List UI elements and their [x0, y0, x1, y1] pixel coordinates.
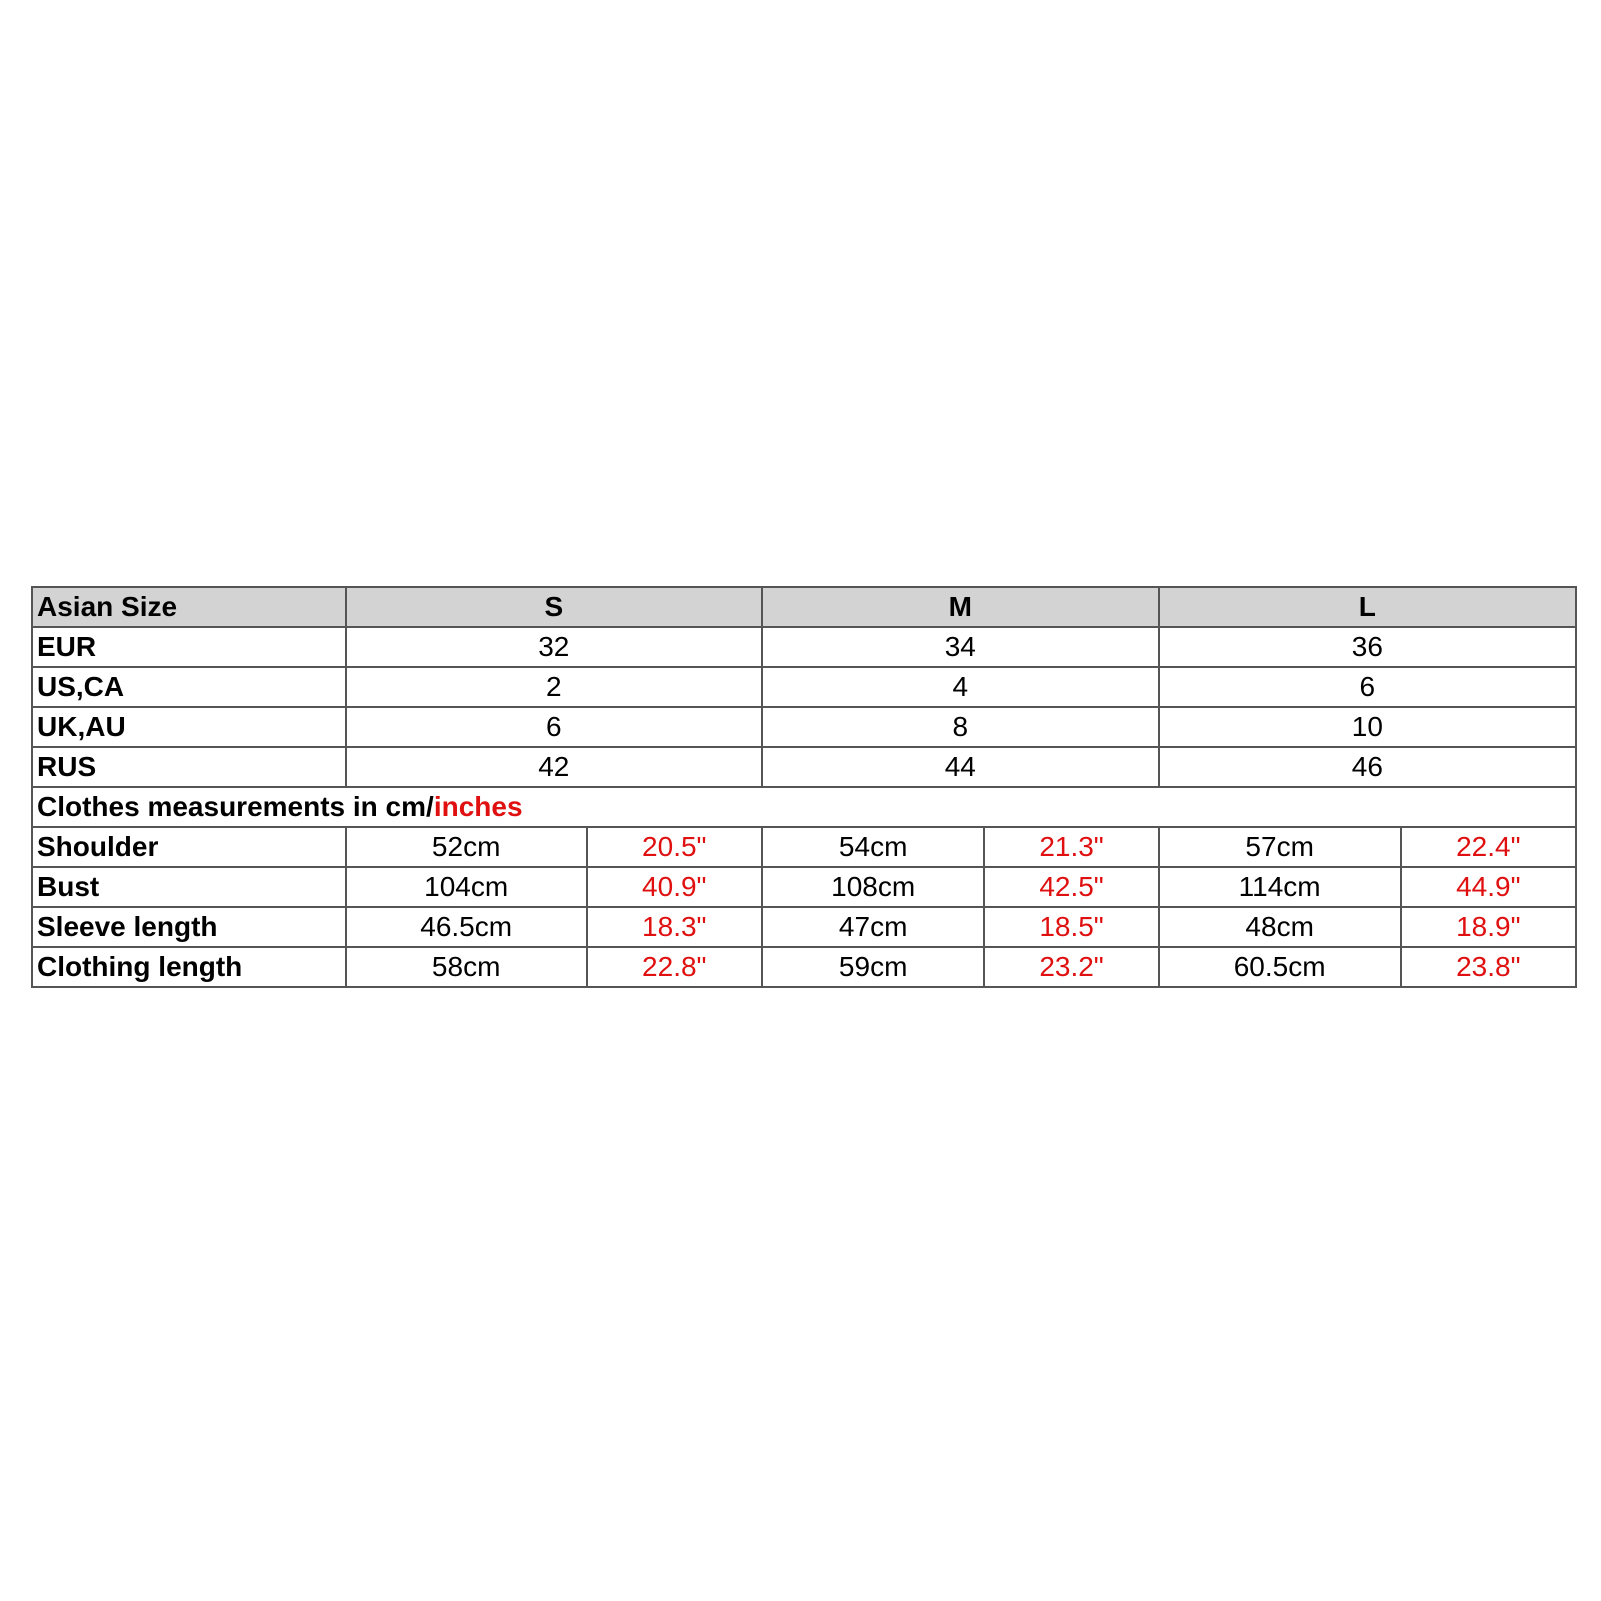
cm-cell: 58cm — [346, 947, 587, 987]
cm-cell: 54cm — [762, 827, 984, 867]
table-row — [32, 947, 1576, 987]
inch-cell: 42.5" — [984, 867, 1158, 907]
inch-cell: 18.5" — [984, 907, 1158, 947]
size-header-l: L — [1159, 587, 1576, 627]
inch-cell: 20.5" — [587, 827, 762, 867]
cm-cell: 104cm — [346, 867, 587, 907]
row-label: Clothing length — [32, 947, 346, 987]
section-title-highlight: inches — [433, 791, 523, 822]
table-cell: 32 — [346, 627, 762, 667]
cm-cell: 47cm — [762, 907, 984, 947]
section-title — [32, 787, 1576, 827]
table-row — [32, 867, 1576, 907]
table-cell: 8 — [762, 707, 1159, 747]
cm-cell: 57cm — [1159, 827, 1401, 867]
size-header-s: S — [346, 587, 762, 627]
inch-cell: 18.9" — [1401, 907, 1576, 947]
cm-cell: 46.5cm — [346, 907, 587, 947]
cm-cell: 108cm — [762, 867, 984, 907]
inch-cell: 44.9" — [1401, 867, 1576, 907]
size-chart-table — [31, 586, 1577, 988]
row-label: RUS — [32, 747, 346, 787]
inch-cell: 23.2" — [984, 947, 1158, 987]
row-label: EUR — [32, 627, 346, 667]
header-label: Asian Size — [32, 587, 346, 627]
row-label: UK,AU — [32, 707, 346, 747]
row-label: Shoulder — [32, 827, 346, 867]
row-label: US,CA — [32, 667, 346, 707]
inch-cell: 21.3" — [984, 827, 1158, 867]
table-row — [32, 667, 1576, 707]
inch-cell: 22.4" — [1401, 827, 1576, 867]
table-cell: 10 — [1159, 707, 1576, 747]
table-cell: 2 — [346, 667, 762, 707]
row-label: Bust — [32, 867, 346, 907]
table-cell: 34 — [762, 627, 1159, 667]
cm-cell: 52cm — [346, 827, 587, 867]
size-header-m: M — [762, 587, 1159, 627]
table-row — [32, 707, 1576, 747]
table-cell: 44 — [762, 747, 1159, 787]
table-cell: 4 — [762, 667, 1159, 707]
table-row — [32, 827, 1576, 867]
table-row — [32, 747, 1576, 787]
inch-cell: 18.3" — [587, 907, 762, 947]
table-cell: 42 — [346, 747, 762, 787]
row-label: Sleeve length — [32, 907, 346, 947]
table-cell: 36 — [1159, 627, 1576, 667]
inch-cell: 22.8" — [587, 947, 762, 987]
inch-cell: 23.8" — [1401, 947, 1576, 987]
cm-cell: 59cm — [762, 947, 984, 987]
table-cell: 46 — [1159, 747, 1576, 787]
section-row — [32, 787, 1576, 827]
cm-cell: 114cm — [1159, 867, 1401, 907]
header-row — [32, 587, 1576, 627]
cm-cell: 48cm — [1159, 907, 1401, 947]
table-row — [32, 627, 1576, 667]
table-cell: 6 — [1159, 667, 1576, 707]
table-row — [32, 907, 1576, 947]
table-cell: 6 — [346, 707, 762, 747]
cm-cell: 60.5cm — [1159, 947, 1401, 987]
inch-cell: 40.9" — [587, 867, 762, 907]
section-title-prefix: Clothes measurements in cm/ — [37, 791, 434, 822]
